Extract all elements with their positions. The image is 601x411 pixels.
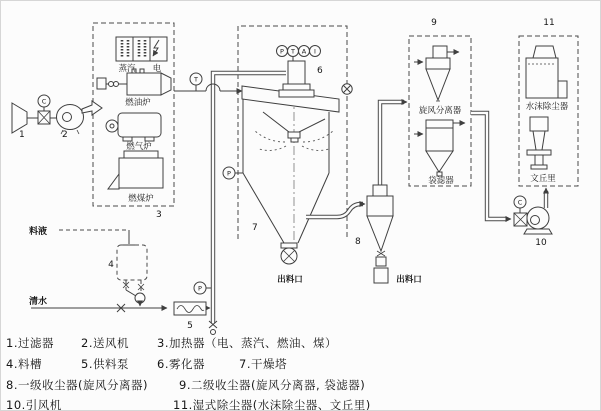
p-gauge-top-label: P [280, 47, 284, 56]
legend-item-10: 10.引风机 [6, 398, 62, 411]
stage2-cyclone [414, 46, 459, 101]
water-film-collector [526, 46, 567, 98]
num-filter: 1 [19, 130, 25, 140]
num-stage2: 9 [431, 18, 437, 28]
oil-furnace-label: 燃油炉 [125, 98, 151, 108]
feed-junction [135, 293, 145, 303]
num-heater: 3 [156, 210, 162, 220]
num-pump: 5 [187, 321, 193, 331]
num-tank: 4 [108, 260, 114, 270]
venturi-scrubber [527, 117, 551, 169]
num-cyclone1: 8 [355, 237, 361, 247]
coal-furnace-label: 燃煤炉 [128, 194, 154, 204]
c-gauge-inlet-label: C [41, 97, 47, 106]
legend-item-2: 2.送风机 [81, 336, 129, 350]
bag-filter-label: 袋滤器 [428, 176, 454, 186]
atomizer [279, 61, 314, 97]
legend-item-3: 3.加热器（电、蒸汽、燃油、煤） [157, 336, 337, 350]
a-gauge-top-label: A [301, 47, 307, 56]
induced-draft-fan [524, 188, 552, 234]
legend-item-6: 6.雾化器 [157, 357, 205, 371]
legend-item-9: 9.二级收尘器(旋风分离器, 袋滤器) [179, 378, 366, 392]
exhaust-pipe [471, 113, 511, 219]
cyclone-discharge-label: 出料口 [396, 275, 422, 285]
venturi-label: 文丘里 [530, 174, 556, 184]
num-tower: 7 [252, 223, 258, 233]
legend-item-1: 1.过滤器 [6, 336, 54, 350]
water-film-label: 水沫除尘器 [525, 102, 569, 112]
legend-item-11: 11.湿式除尘器(水沫除尘器、文丘里) [173, 398, 371, 411]
num-wet: 11 [543, 18, 555, 28]
top-instruments [277, 46, 321, 62]
feed-liquid-label: 料液 [29, 227, 48, 237]
electric-label: 电 [152, 64, 162, 74]
diagram-canvas [1, 1, 601, 336]
gas-furnace [106, 113, 161, 141]
feed-riser-pipe [194, 73, 286, 335]
drying-tower [223, 86, 339, 264]
feed-pump [174, 302, 206, 315]
c-gauge-fan-label: C [517, 198, 523, 207]
coal-furnace [108, 151, 163, 189]
hot-air-line [174, 73, 242, 91]
cyclone-separator-label: 旋风分离器 [418, 106, 462, 116]
legend-item-4: 4.料槽 [6, 357, 42, 371]
spray-nozzle [288, 132, 300, 138]
inlet-valve [38, 95, 50, 124]
num-fan10: 10 [535, 238, 547, 248]
t-gauge-top-label: T [291, 47, 295, 56]
num-atomizer: 6 [317, 66, 323, 76]
p-gauge-feed-label: P [198, 284, 202, 293]
legend-item-5: 5.供料泵 [81, 357, 129, 371]
num-fan: 2 [62, 130, 68, 140]
steam-electric-heater [116, 37, 167, 61]
i-gauge-top-label: I [314, 47, 316, 56]
feed-tank [59, 230, 147, 306]
fan-valve [514, 196, 527, 226]
legend-item-8: 8.一级收尘器(旋风分离器) [6, 378, 148, 392]
bag-filter [414, 120, 465, 176]
clean-water-label: 清水 [29, 297, 48, 307]
p-gauge-tower-label: P [227, 169, 231, 178]
gas-furnace-label: 燃气炉 [126, 142, 152, 152]
tower-discharge-label: 出料口 [277, 275, 303, 285]
legend-item-7: 7.干燥塔 [239, 357, 287, 371]
steam-label: 蒸汽 [118, 64, 136, 74]
discharge-flange [281, 243, 297, 248]
primary-cyclone [367, 102, 407, 283]
t-gauge-air-label: T [194, 75, 198, 84]
